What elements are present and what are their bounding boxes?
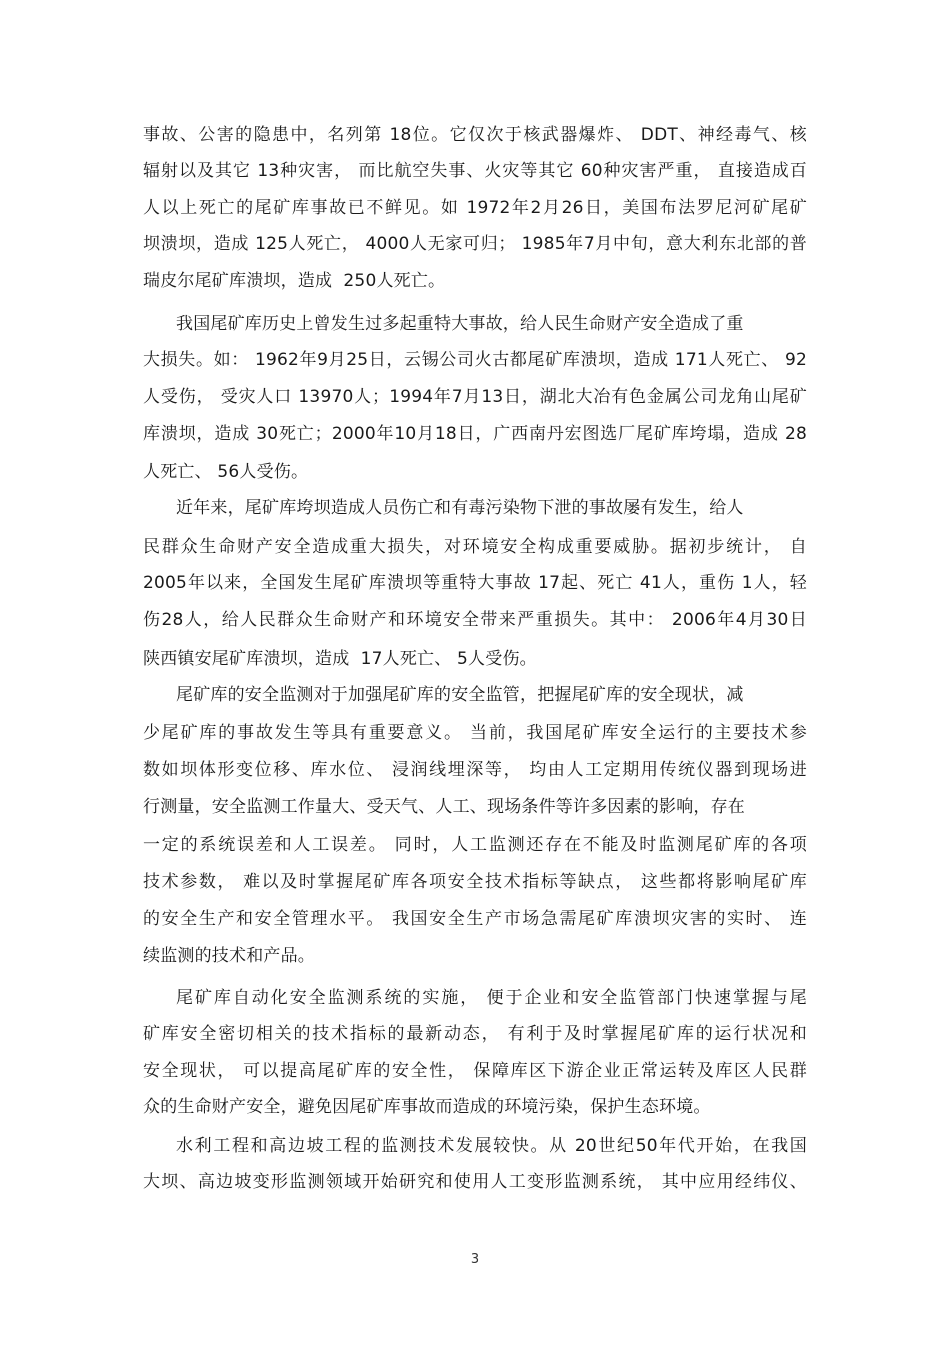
text-line: 近年来，尾矿库垮坝造成人员伤亡和有毒污染物下泄的事故屡有发生，给人 <box>176 498 744 518</box>
text-line: 大损失。如： 1962年9月25日，云锡公司火古都尾矿库溃坝，造成 171人死亡、 92 <box>143 350 807 370</box>
text-line: 尾矿库自动化安全监测系统的实施， 便于企业和安全监管部门快速掌握与尾 <box>176 988 807 1008</box>
text-line: 数如坝体形变位移、库水位、 浸润线埋深等， 均由人工定期用传统仪器到现场进 <box>143 760 807 780</box>
text-line: 人死亡、 56人受伤。 <box>143 462 309 482</box>
text-line: 人以上死亡的尾矿库事故已不鲜见。如 1972年2月26日，美国布法罗尼河矿尾矿 <box>143 198 807 218</box>
text-line: 2005年以来，全国发生尾矿库溃坝等重特大事故 17起、死亡 41人，重伤 1人，轻 <box>143 573 808 593</box>
text-line: 我国尾矿库历史上曾发生过多起重特大事故，给人民生命财产安全造成了重 <box>176 314 744 334</box>
text-line: 陕西镇安尾矿库溃坝，造成 17人死亡、 5人受伤。 <box>143 649 537 669</box>
text-line: 续监测的技术和产品。 <box>143 946 315 966</box>
text-line: 人受伤， 受灾人口 13970人；1994年7月13日，湖北大冶有色金属公司龙角山尾矿 <box>143 387 807 407</box>
text-line: 大坝、高边坡变形监测领域开始研究和使用人工变形监测系统， 其中应用经纬仪、 <box>143 1172 807 1192</box>
text-line: 行测量，安全监测工作量大、受天气、人工、现场条件等许多因素的影响，存在 <box>143 797 745 817</box>
text-line: 技术参数， 难以及时掌握尾矿库各项安全技术指标等缺点， 这些都将影响尾矿库 <box>143 872 807 892</box>
text-line: 坝溃坝，造成 125人死亡， 4000人无家可归； 1985年7月中旬，意大利东北部的普 <box>143 234 807 254</box>
text-line: 少尾矿库的事故发生等具有重要意义。 当前，我国尾矿库安全运行的主要技术参 <box>143 723 807 743</box>
text-line: 辐射以及其它 13种灾害， 而比航空失事、火灾等其它 60种灾害严重， 直接造成百 <box>143 161 807 181</box>
text-line: 矿库安全密切相关的技术指标的最新动态， 有利于及时掌握尾矿库的运行状况和 <box>143 1024 807 1044</box>
text-line: 库溃坝，造成 30死亡；2000年10月18日，广西南丹宏图选厂尾矿库垮塌，造成 28 <box>143 424 807 444</box>
text-line: 众的生命财产安全，避免因尾矿库事故而造成的环境污染，保护生态环境。 <box>143 1097 711 1117</box>
text-line: 尾矿库的安全监测对于加强尾矿库的安全监管，把握尾矿库的安全现状，减 <box>176 685 744 705</box>
text-line: 水利工程和高边坡工程的监测技术发展较快。从 20世纪50年代开始，在我国 <box>176 1136 807 1156</box>
page-number: 3 <box>470 1252 480 1267</box>
text-line: 伤28人，给人民群众生命财产和环境安全带来严重损失。其中： 2006年4月30日 <box>143 610 807 630</box>
text-line: 民群众生命财产安全造成重大损失，对环境安全构成重要威胁。据初步统计， 自 <box>143 537 807 557</box>
text-line: 的安全生产和安全管理水平。 我国安全生产市场急需尾矿库溃坝灾害的实时、 连 <box>143 909 807 929</box>
text-line: 事故、公害的隐患中，名列第 18位。它仅次于核武器爆炸、 DDT、神经毒气、核 <box>143 125 807 145</box>
text-line: 一定的系统误差和人工误差。 同时，人工监测还存在不能及时监测尾矿库的各项 <box>143 835 807 855</box>
text-line: 瑞皮尔尾矿库溃坝，造成 250人死亡。 <box>143 271 446 291</box>
text-line: 安全现状， 可以提高尾矿库的安全性， 保障库区下游企业正常运转及库区人民群 <box>143 1061 807 1081</box>
